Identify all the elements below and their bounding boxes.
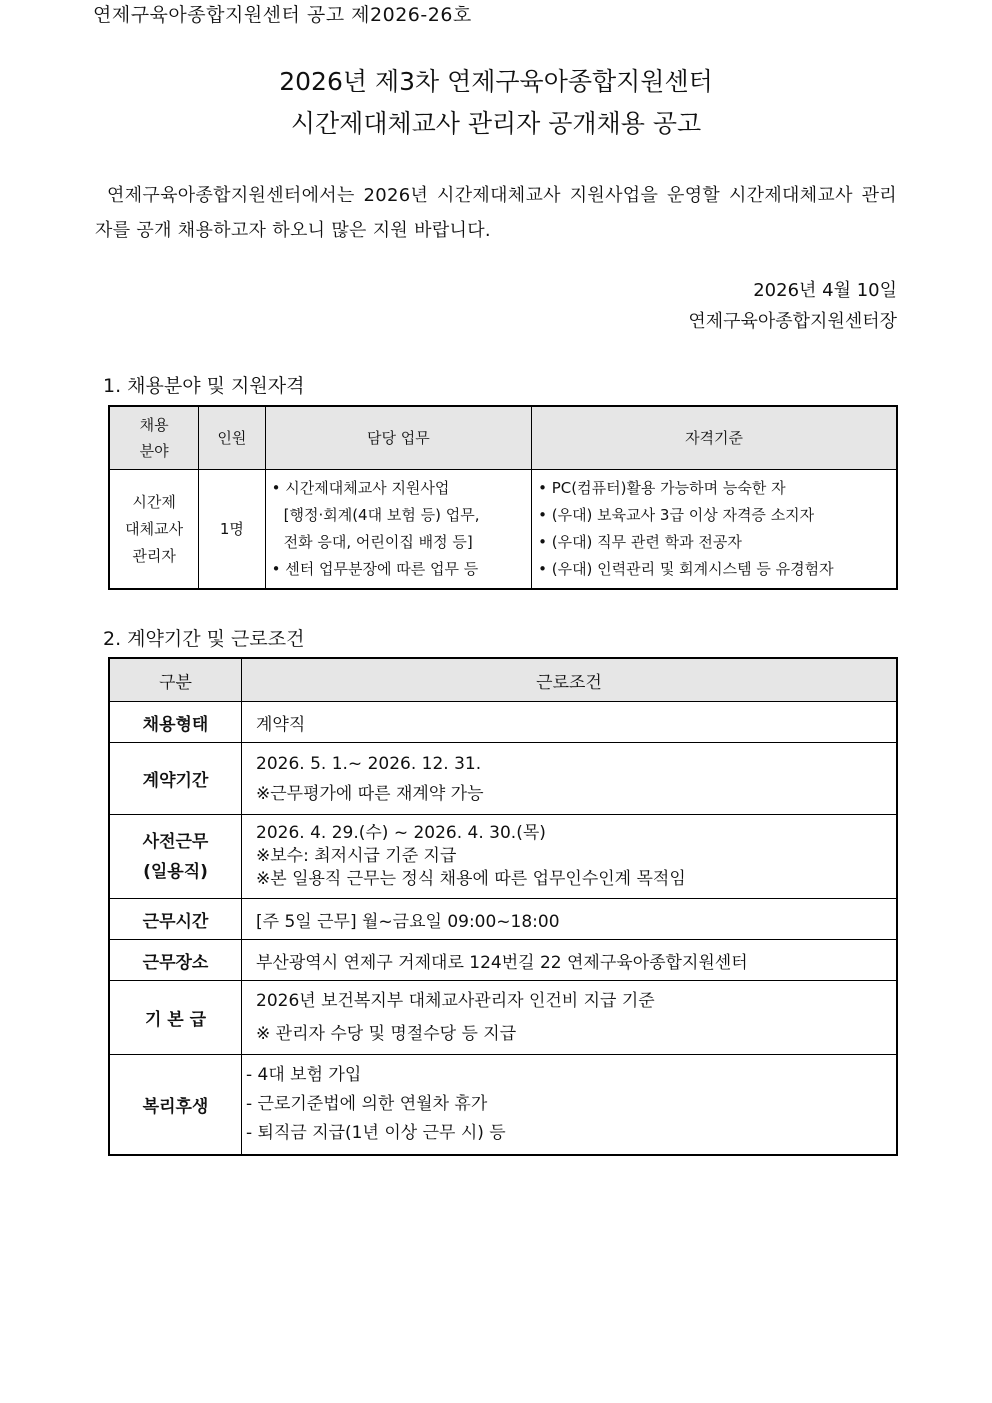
salary-line1: 2026년 보건복지부 대체교사관리자 인건비 지급 기준 [256,990,655,1011]
row-work-place [109,940,897,981]
qualification-item: • (우대) 인력관리 및 회계시스템 등 유경험자 [538,560,834,578]
section2-heading: 2. 계약기간 및 근로조건 [103,628,305,650]
conditions-table [108,657,898,1156]
duty1-l1: • 시간제대체교사 지원사업 [271,479,450,497]
prework-line3: ※본 일용직 근무는 정식 채용에 따른 업무인수인계 목적임 [256,869,686,889]
header-count: 인원 [199,406,265,470]
welfare-line2: - 근로기준법에 의한 연월차 휴가 [246,1093,488,1114]
announcement-date: 2026년 4월 10일 [753,280,897,301]
recruitment-header-row [109,406,897,470]
duty-item [272,475,527,556]
value-contract-period [242,743,898,815]
row-employment-type [109,702,897,743]
intro-paragraph: 연제구육아종합지원센터에서는 2026년 시간제대체교사 지원사업을 운영할 시간제대체교사 관리자를 공개 채용하고자 하오니 많은 지원 바랍니다. [95,185,897,241]
value-base-salary [242,981,898,1055]
duty-item: • 센터 업무분장에 따른 업무 등 [271,560,479,578]
value-work-hours: [주 5일 근무] 월~금요일 09:00~18:00 [242,899,898,940]
header-category: 구분 [109,658,242,702]
issuing-organization: 연제구육아종합지원센터장 [688,311,897,332]
duties-cell [265,470,531,590]
period-line1: 2026. 5. 1.~ 2026. 12. 31. [256,753,482,774]
row-contract-period [109,743,897,815]
header-field [109,406,199,470]
count-cell: 1명 [199,470,265,590]
label-welfare: 복리후생 [109,1055,242,1155]
notice-number: 연제구육아종합지원센터 공고 제2026-26호 [93,4,472,26]
row-prework [109,815,897,899]
conditions-header-row [109,658,897,702]
header-field-l2: 분야 [139,442,169,460]
salary-line2: ※ 관리자 수당 및 명절수당 등 지급 [256,1023,517,1044]
prework-line2: ※보수: 최저시급 기준 지급 [256,846,457,866]
row-work-hours [109,899,897,940]
value-prework [242,815,898,899]
welfare-line1: - 4대 보험 가입 [246,1064,362,1085]
field-l2: 대체교사 [125,519,184,538]
label-employment-type: 채용형태 [109,702,242,743]
duty1-l3: 전화 응대, 어린이집 배정 등] [283,533,473,551]
page-title-line2: 시간제대체교사 관리자 공개채용 공고 [290,109,702,138]
section1-heading: 1. 채용분야 및 지원자격 [103,375,305,397]
header-conditions: 근로조건 [242,658,898,702]
prework-label-l1: 사전근무 [142,831,209,852]
value-welfare [242,1055,898,1155]
header-qualifications: 자격기준 [532,406,897,470]
page-title-line1: 2026년 제3차 연제구육아종합지원센터 [279,67,713,96]
row-welfare [109,1055,897,1155]
label-prework [109,815,242,899]
label-work-hours: 근무시간 [109,899,242,940]
prework-label-l2: (일용직) [143,861,208,882]
welfare-line3: - 퇴직금 지급(1년 이상 근무 시) 등 [246,1122,506,1143]
qualifications-cell [532,470,897,590]
recruitment-row [109,470,897,590]
label-contract-period: 계약기간 [109,743,242,815]
label-work-place: 근무장소 [109,940,242,981]
value-work-place: 부산광역시 연제구 거제대로 124번길 22 연제구육아종합지원센터 [242,940,898,981]
field-cell [109,470,199,590]
field-l3: 관리자 [132,546,176,565]
recruitment-table [108,405,898,590]
label-base-salary: 기 본 급 [109,981,242,1055]
header-duties: 담당 업무 [265,406,531,470]
field-l1: 시간제 [132,492,176,511]
value-employment-type: 계약직 [242,702,898,743]
qualification-item: • PC(컴퓨터)활용 가능하며 능숙한 자 [538,479,786,497]
qualification-item: • (우대) 직무 관련 학과 전공자 [538,533,742,551]
row-base-salary [109,981,897,1055]
period-line2: ※근무평가에 따른 재계약 가능 [256,783,484,804]
duty1-l2: [행정·회계(4대 보험 등) 업무, [283,506,480,524]
qualification-item: • (우대) 보육교사 3급 이상 자격증 소지자 [538,506,815,524]
header-field-l1: 채용 [139,416,169,434]
prework-line1: 2026. 4. 29.(수) ~ 2026. 4. 30.(목) [256,823,546,843]
